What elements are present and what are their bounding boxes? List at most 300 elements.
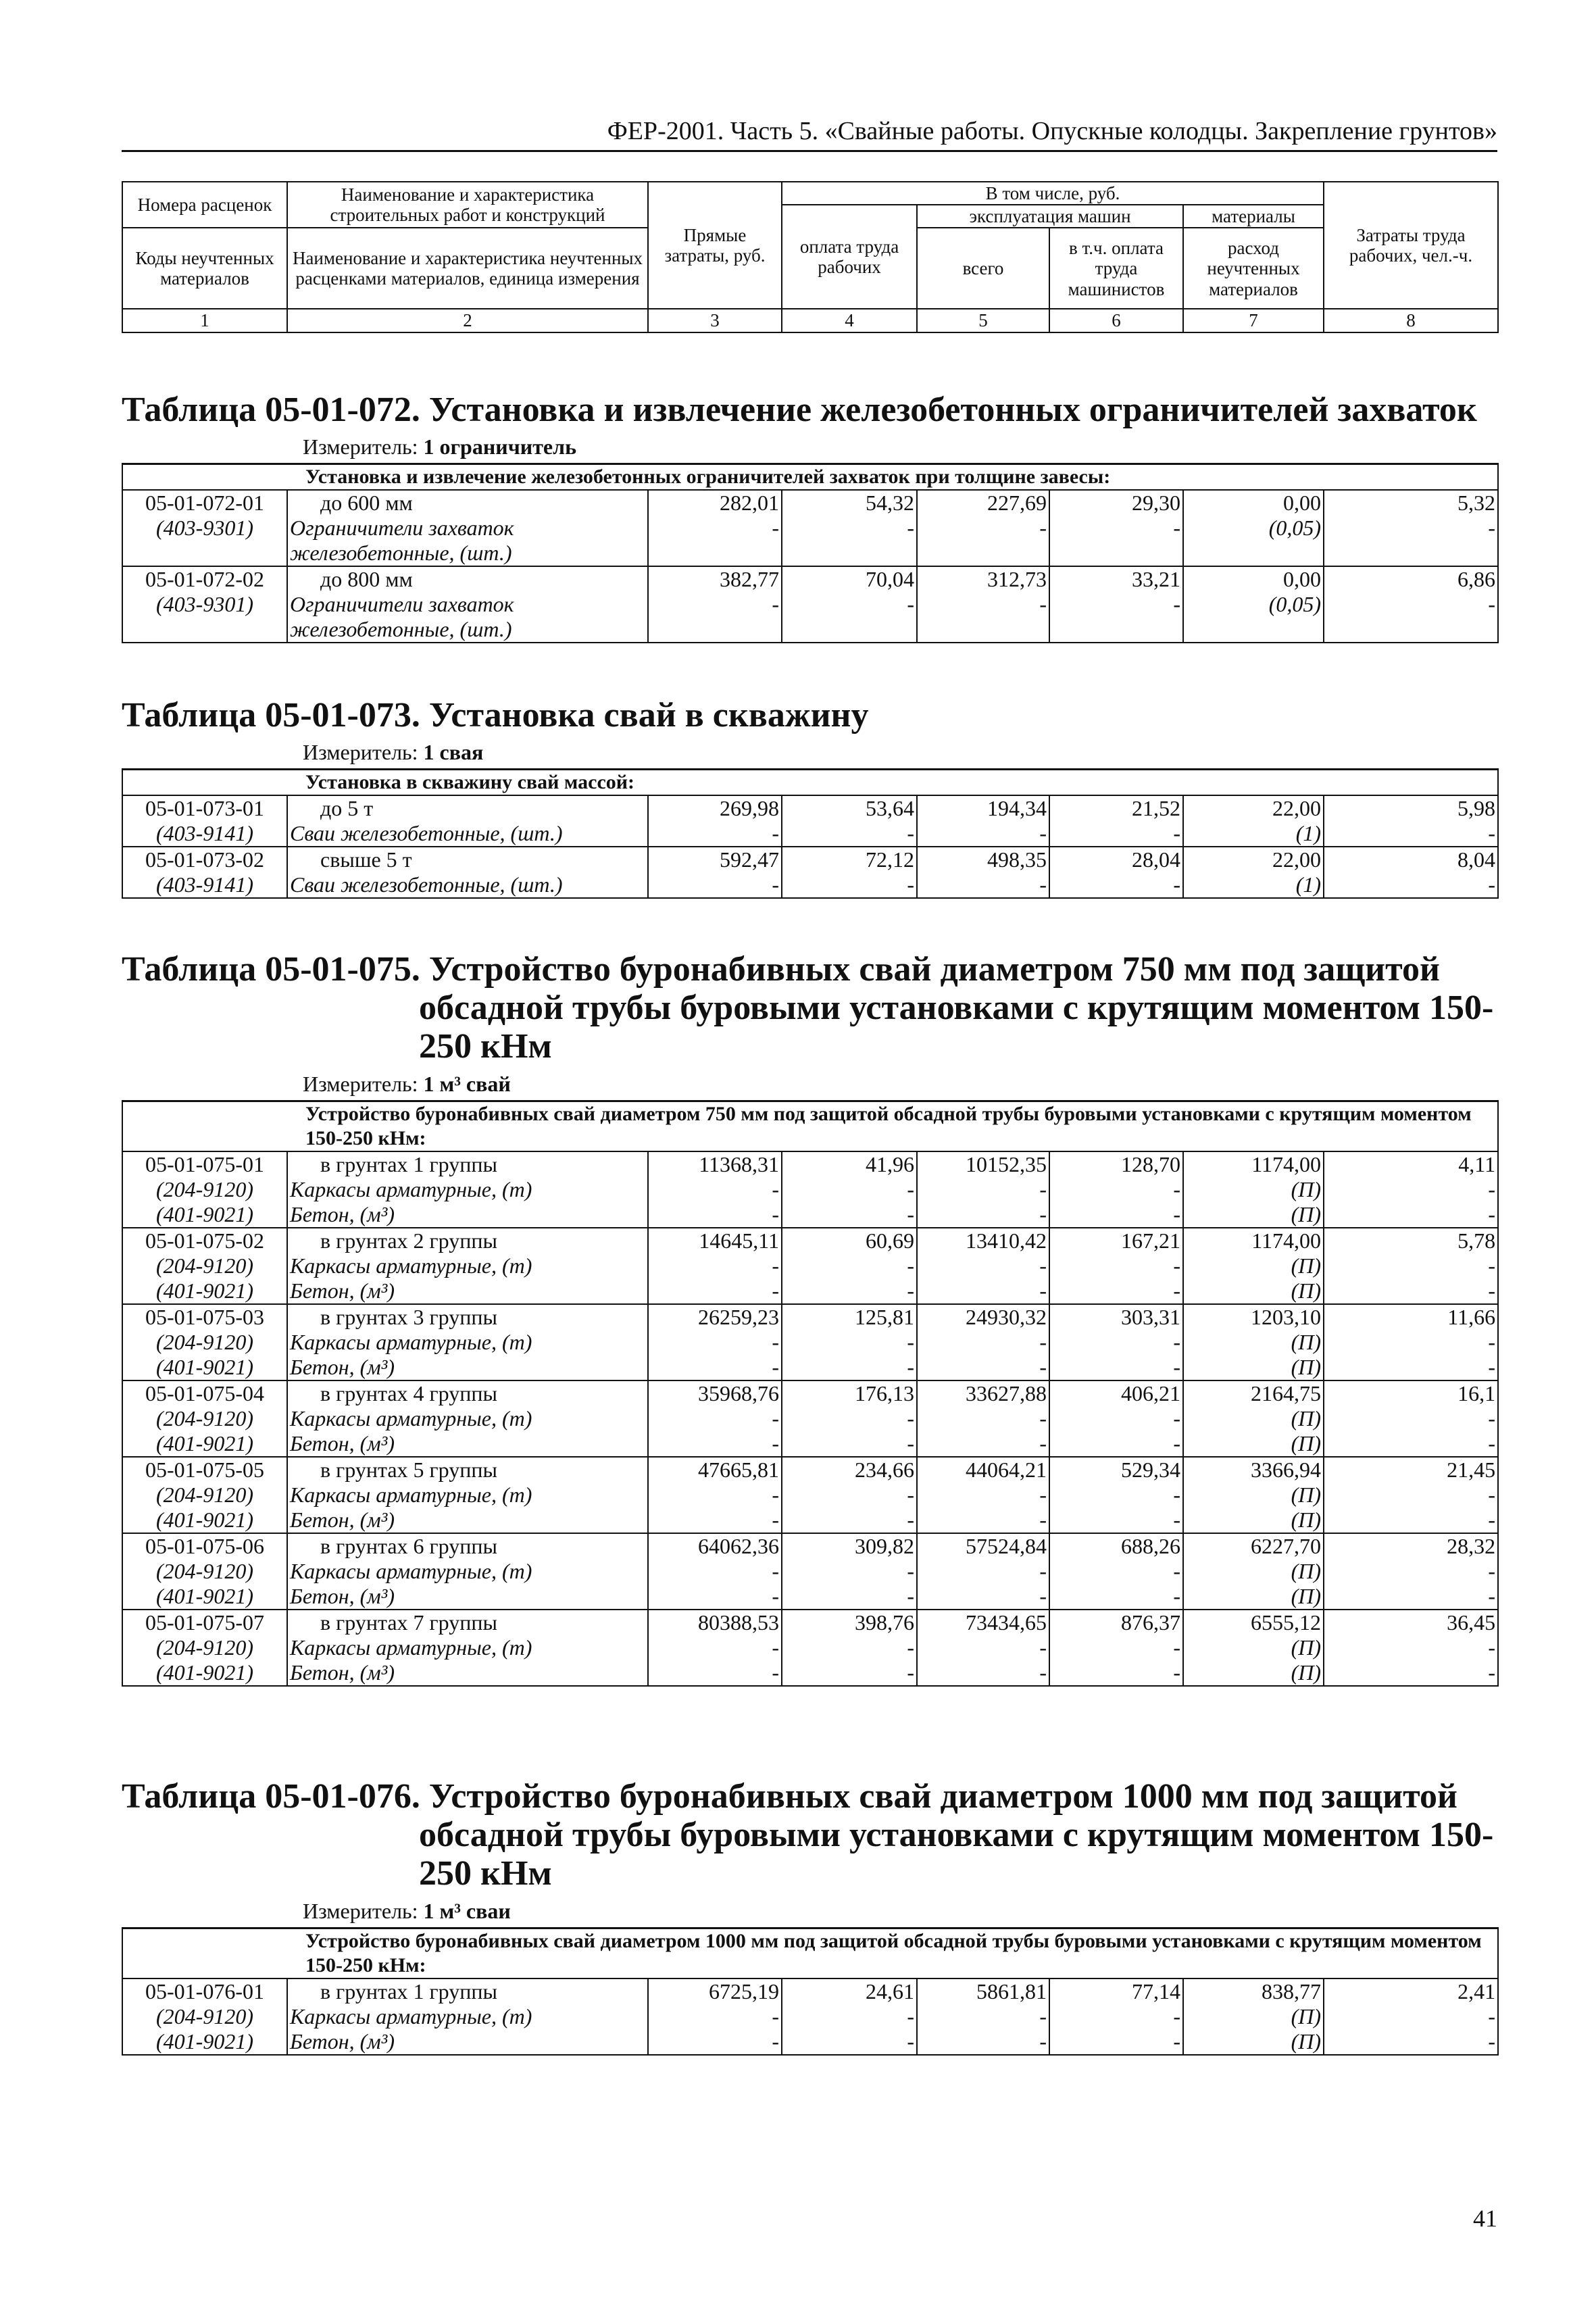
material-row [122,821,1498,847]
cell-materials: 838,77 [1183,1978,1324,2004]
cell-operator-pay: - [1049,1431,1183,1457]
cell-worker-pay: - [782,1431,917,1457]
cell-machine-total: 73434,65 [917,1610,1049,1635]
cell-labor-hours: - [1324,1278,1498,1304]
cell-item-name: Бетон, (м³) [287,1202,648,1228]
cell-labor-hours [1324,617,1498,643]
page-number: 41 [1473,2205,1497,2232]
cell-item-name: Бетон, (м³) [287,1355,648,1380]
subsection-title: Устройство буронабивных свай диаметром 750 мм под защитой обсадной трубы буровыми установками с крутящим моментом 150-250 кНм: [122,1101,1498,1151]
cell-operator-pay: 167,21 [1049,1228,1183,1253]
cell-worker-pay: - [782,1584,917,1610]
cell-machine-total: - [917,1202,1049,1228]
cell-materials: (П) [1183,1177,1324,1202]
cell-materials: (П) [1183,1559,1324,1584]
cell-labor-hours: - [1324,1253,1498,1278]
cell-materials: (П) [1183,2029,1324,2055]
cell-worker-pay: - [782,2004,917,2029]
cell-rate-code: 05-01-073-01 [122,795,287,821]
cell-worker-pay: 54,32 [782,490,917,516]
cell-operator-pay: 33,21 [1049,566,1183,592]
cell-rate-code: (204-9120) [122,2004,287,2029]
subsection-row [122,770,1498,796]
cell-operator-pay [1049,541,1183,566]
subsection-title: Установка и извлечение железобетонных ограничителей захваток при толщине завесы: [122,464,1498,491]
cell-materials: 2164,75 [1183,1380,1324,1406]
cell-direct-costs: - [648,1635,782,1660]
cell-materials: (П) [1183,1584,1324,1610]
cell-machine-total: 10152,35 [917,1151,1049,1177]
cell-direct-costs: - [648,1559,782,1584]
cell-machine-total: - [917,2029,1049,2055]
rates-table [122,768,1499,899]
cell-operator-pay: 21,52 [1049,795,1183,821]
material-row [122,2004,1498,2029]
cell-materials [1183,541,1324,566]
cell-materials: (0,05) [1183,516,1324,541]
cell-materials: (П) [1183,1253,1324,1278]
cell-worker-pay: - [782,2029,917,2055]
section-title: Таблица 05-01-072. Установка и извлечение железобетонных ограничителей захваток [122,391,1477,429]
material-row [122,1177,1498,1202]
cell-operator-pay: - [1049,2029,1183,2055]
cell-labor-hours: 21,45 [1324,1457,1498,1483]
cell-operator-pay: - [1049,1406,1183,1431]
col-number: 1 [122,309,287,332]
cell-item-name: Ограничители захваток [287,516,648,541]
cell-materials: (П) [1183,1483,1324,1508]
cell-direct-costs: 282,01 [648,490,782,516]
cell-rate-code: 05-01-075-02 [122,1228,287,1253]
cell-machine-total: - [917,1330,1049,1355]
cell-rate-code: 05-01-075-06 [122,1533,287,1559]
cell-operator-pay: - [1049,1483,1183,1508]
cell-item-name: в грунтах 7 группы [287,1610,648,1635]
section-meter: Измеритель: 1 м³ сваи [303,1898,511,1923]
cell-direct-costs: - [648,1253,782,1278]
cell-machine-total: - [917,1253,1049,1278]
cell-item-name: Бетон, (м³) [287,2029,648,2055]
section-meter: Измеритель: 1 ограничитель [303,434,576,459]
material-row [122,1508,1498,1533]
cell-direct-costs: 6725,19 [648,1978,782,2004]
cell-item-name: железобетонные, (шт.) [287,541,648,566]
cell-worker-pay [782,541,917,566]
cell-worker-pay: - [782,872,917,898]
material-row [122,1559,1498,1584]
subsection-row [122,464,1498,491]
cell-operator-pay: 28,04 [1049,847,1183,872]
section-05-01-072 [122,391,1497,643]
cell-direct-costs: - [648,1330,782,1355]
material-row [122,1406,1498,1431]
material-row [122,1253,1498,1278]
cell-machine-total: 44064,21 [917,1457,1049,1483]
cell-direct-costs: 35968,76 [648,1380,782,1406]
cell-direct-costs: 80388,53 [648,1610,782,1635]
cell-materials: (П) [1183,2004,1324,2029]
cell-worker-pay: - [782,1483,917,1508]
cell-labor-hours: - [1324,1406,1498,1431]
cell-worker-pay: - [782,821,917,847]
cell-worker-pay: - [782,1202,917,1228]
cell-rate-code: (204-9120) [122,1483,287,1508]
cell-rate-code: (403-9301) [122,516,287,541]
cell-labor-hours [1324,541,1498,566]
cell-machine-total: - [917,516,1049,541]
cell-labor-hours: 2,41 [1324,1978,1498,2004]
cell-direct-costs: - [648,1508,782,1533]
cell-operator-pay: - [1049,1202,1183,1228]
col-material-consumption: расход неучтенных материалов [1183,228,1324,309]
cell-materials: (П) [1183,1508,1324,1533]
rate-row [122,795,1498,821]
cell-worker-pay: 309,82 [782,1533,917,1559]
section-title: Таблица 05-01-073. Установка свай в скважину [122,696,869,735]
col-machine-total: всего [917,228,1049,309]
cell-item-name: Каркасы арматурные, (т) [287,2004,648,2029]
cell-machine-total: - [917,1278,1049,1304]
col-number: 7 [1183,309,1324,332]
cell-rate-code: (204-9120) [122,1559,287,1584]
col-material-name: Наименование и характеристика неучтенных расценками материалов, единица измерения [287,228,648,309]
cell-materials: 0,00 [1183,566,1324,592]
cell-materials: (П) [1183,1635,1324,1660]
cell-direct-costs: 14645,11 [648,1228,782,1253]
subsection-row [122,1928,1498,1978]
cell-operator-pay: - [1049,1635,1183,1660]
cell-materials: 22,00 [1183,795,1324,821]
cell-worker-pay: - [782,1508,917,1533]
cell-labor-hours: - [1324,1355,1498,1380]
cell-worker-pay: 125,81 [782,1304,917,1330]
cell-machine-total: - [917,1584,1049,1610]
cell-worker-pay [782,617,917,643]
material-row [122,617,1498,643]
cell-machine-total [917,617,1049,643]
material-row [122,872,1498,898]
cell-operator-pay: - [1049,872,1183,898]
cell-materials: 1203,10 [1183,1304,1324,1330]
rate-row [122,490,1498,516]
cell-rate-code: 05-01-075-01 [122,1151,287,1177]
cell-item-name: Каркасы арматурные, (т) [287,1559,648,1584]
rate-row [122,1304,1498,1330]
section-meter: Измеритель: 1 м³ свай [303,1071,511,1096]
cell-item-name: Каркасы арматурные, (т) [287,1330,648,1355]
cell-labor-hours: - [1324,1177,1498,1202]
cell-labor-hours: 36,45 [1324,1610,1498,1635]
col-worker-pay: оплата труда рабочих [782,205,917,309]
col-number: 8 [1324,309,1498,332]
cell-operator-pay: - [1049,2004,1183,2029]
cell-rate-code: (401-9021) [122,1278,287,1304]
cell-worker-pay: 70,04 [782,566,917,592]
cell-direct-costs: - [648,821,782,847]
cell-rate-code: (401-9021) [122,1355,287,1380]
cell-labor-hours: - [1324,1431,1498,1457]
cell-rate-code: (403-9141) [122,872,287,898]
rates-table [122,463,1499,643]
rate-row [122,847,1498,872]
cell-worker-pay: 60,69 [782,1228,917,1253]
column-header-table [122,181,1499,333]
cell-rate-code: (401-9021) [122,1202,287,1228]
cell-machine-total: - [917,1431,1049,1457]
cell-operator-pay: 77,14 [1049,1978,1183,2004]
material-row [122,1330,1498,1355]
cell-machine-total: - [917,1355,1049,1380]
cell-materials: (П) [1183,1431,1324,1457]
col-work-name: Наименование и характеристика строительных работ и конструкций [287,182,648,228]
material-row [122,541,1498,566]
material-row [122,1660,1498,1686]
cell-rate-code: (401-9021) [122,1508,287,1533]
cell-worker-pay: - [782,1559,917,1584]
cell-item-name: в грунтах 2 группы [287,1228,648,1253]
cell-labor-hours: 5,32 [1324,490,1498,516]
section-title: Таблица 05-01-075. Устройство буронабивных свай диаметром 750 мм под защитой обсадной трубы буровыми установками с крутящим моментом 150-250 кНм [122,950,1494,1066]
cell-worker-pay: 41,96 [782,1151,917,1177]
cell-materials: 3366,94 [1183,1457,1324,1483]
material-row [122,2029,1498,2055]
cell-machine-total: 33627,88 [917,1380,1049,1406]
column-numbers-row [122,309,1498,332]
cell-rate-code: (204-9120) [122,1635,287,1660]
cell-item-name: в грунтах 1 группы [287,1978,648,2004]
cell-machine-total: - [917,592,1049,617]
cell-machine-total: 498,35 [917,847,1049,872]
cell-direct-costs: 269,98 [648,795,782,821]
cell-operator-pay: - [1049,1330,1183,1355]
col-number: 6 [1049,309,1183,332]
cell-item-name: Каркасы арматурные, (т) [287,1483,648,1508]
cell-machine-total: - [917,1559,1049,1584]
col-number: 5 [917,309,1049,332]
cell-worker-pay: 234,66 [782,1457,917,1483]
material-row [122,1202,1498,1228]
cell-materials: (П) [1183,1278,1324,1304]
col-labor-costs: Затраты труда рабочих, чел.-ч. [1324,182,1498,309]
cell-labor-hours: - [1324,592,1498,617]
cell-labor-hours: - [1324,1635,1498,1660]
cell-materials: (1) [1183,821,1324,847]
col-number: 2 [287,309,648,332]
cell-operator-pay: - [1049,1355,1183,1380]
section-05-01-073 [122,696,1497,899]
cell-materials: 0,00 [1183,490,1324,516]
cell-item-name: Бетон, (м³) [287,1660,648,1686]
cell-rate-code: (204-9120) [122,1177,287,1202]
cell-item-name: Бетон, (м³) [287,1584,648,1610]
rate-row [122,1457,1498,1483]
cell-worker-pay: - [782,1278,917,1304]
cell-direct-costs: - [648,1483,782,1508]
cell-labor-hours: 11,66 [1324,1304,1498,1330]
rate-row [122,566,1498,592]
cell-direct-costs [648,541,782,566]
cell-direct-costs: - [648,1584,782,1610]
col-material-codes: Коды неучтенных материалов [122,228,287,309]
cell-machine-total: - [917,1483,1049,1508]
cell-rate-code: 05-01-075-05 [122,1457,287,1483]
cell-rate-code: 05-01-072-01 [122,490,287,516]
rate-row [122,1610,1498,1635]
cell-operator-pay: - [1049,1559,1183,1584]
cell-item-name: Бетон, (м³) [287,1431,648,1457]
material-row [122,592,1498,617]
section-meter: Измеритель: 1 свая [303,740,484,765]
cell-machine-total: - [917,821,1049,847]
cell-labor-hours: - [1324,1584,1498,1610]
cell-direct-costs: - [648,1406,782,1431]
cell-labor-hours: 5,78 [1324,1228,1498,1253]
cell-materials: (П) [1183,1330,1324,1355]
cell-materials: (П) [1183,1660,1324,1686]
col-materials: материалы [1183,205,1324,228]
cell-rate-code: (401-9021) [122,1660,287,1686]
cell-rate-code: (204-9120) [122,1406,287,1431]
cell-worker-pay: - [782,1177,917,1202]
cell-worker-pay: - [782,592,917,617]
cell-rate-code: 05-01-075-04 [122,1380,287,1406]
cell-item-name: железобетонные, (шт.) [287,617,648,643]
cell-rate-code: 05-01-075-07 [122,1610,287,1635]
cell-rate-code [122,541,287,566]
cell-direct-costs [648,617,782,643]
cell-item-name: Каркасы арматурные, (т) [287,1406,648,1431]
cell-machine-total: 227,69 [917,490,1049,516]
cell-operator-pay: - [1049,1584,1183,1610]
section-05-01-076 [122,1777,1497,2056]
cell-operator-pay: - [1049,1177,1183,1202]
cell-labor-hours: - [1324,872,1498,898]
cell-worker-pay: 53,64 [782,795,917,821]
cell-labor-hours: - [1324,1660,1498,1686]
cell-rate-code: (403-9301) [122,592,287,617]
rate-row [122,1533,1498,1559]
subsection-title: Установка в скважину свай массой: [122,770,1498,796]
cell-labor-hours: - [1324,2004,1498,2029]
cell-direct-costs: 64062,36 [648,1533,782,1559]
section-title: Таблица 05-01-076. Устройство буронабивных свай диаметром 1000 мм под защитой обсадной трубы буровыми установками с крутящим моментом 150-250 кНм [122,1777,1494,1893]
cell-direct-costs: - [648,1202,782,1228]
cell-labor-hours: 16,1 [1324,1380,1498,1406]
cell-direct-costs: - [648,2004,782,2029]
cell-item-name: в грунтах 3 группы [287,1304,648,1330]
cell-machine-total: 57524,84 [917,1533,1049,1559]
cell-item-name: свыше 5 т [287,847,648,872]
cell-item-name: Ограничители захваток [287,592,648,617]
rate-row [122,1151,1498,1177]
col-operator-pay: в т.ч. оплата труда машинистов [1049,228,1183,309]
cell-operator-pay: - [1049,1660,1183,1686]
cell-labor-hours: 28,32 [1324,1533,1498,1559]
cell-labor-hours: - [1324,1202,1498,1228]
cell-labor-hours: 6,86 [1324,566,1498,592]
cell-direct-costs: - [648,1660,782,1686]
cell-item-name: Бетон, (м³) [287,1278,648,1304]
cell-machine-total: - [917,1508,1049,1533]
section-05-01-075 [122,950,1497,1687]
cell-machine-total: - [917,872,1049,898]
cell-operator-pay: - [1049,1278,1183,1304]
cell-materials: 22,00 [1183,847,1324,872]
cell-labor-hours: - [1324,821,1498,847]
cell-machine-total: 312,73 [917,566,1049,592]
cell-direct-costs: - [648,1278,782,1304]
cell-labor-hours: - [1324,516,1498,541]
cell-operator-pay: 406,21 [1049,1380,1183,1406]
col-group-including: В том числе, руб. [782,182,1324,205]
cell-labor-hours: 4,11 [1324,1151,1498,1177]
col-machine-operation: эксплуатация машин [917,205,1183,228]
cell-operator-pay: 303,31 [1049,1304,1183,1330]
rates-table [122,1100,1499,1687]
cell-machine-total: 5861,81 [917,1978,1049,2004]
cell-rate-code: (204-9120) [122,1330,287,1355]
cell-item-name: в грунтах 1 группы [287,1151,648,1177]
page-header: ФЕР-2001. Часть 5. «Свайные работы. Опускные колодцы. Закрепление грунтов» [122,116,1497,152]
cell-materials: 1174,00 [1183,1151,1324,1177]
cell-rate-code: 05-01-075-03 [122,1304,287,1330]
cell-direct-costs: - [648,872,782,898]
cell-worker-pay: 398,76 [782,1610,917,1635]
cell-rate-code: (401-9021) [122,1431,287,1457]
cell-worker-pay: - [782,1253,917,1278]
cell-operator-pay: - [1049,516,1183,541]
cell-machine-total: - [917,1660,1049,1686]
cell-item-name: Каркасы арматурные, (т) [287,1177,648,1202]
cell-worker-pay: - [782,1660,917,1686]
cell-labor-hours: 8,04 [1324,847,1498,872]
cell-machine-total: 194,34 [917,795,1049,821]
cell-operator-pay: 29,30 [1049,490,1183,516]
cell-item-name: до 800 мм [287,566,648,592]
cell-worker-pay: 24,61 [782,1978,917,2004]
cell-direct-costs: 11368,31 [648,1151,782,1177]
cell-rate-code: (403-9141) [122,821,287,847]
rates-table [122,1927,1499,2056]
cell-materials: (0,05) [1183,592,1324,617]
cell-worker-pay: - [782,1406,917,1431]
cell-rate-code: (401-9021) [122,2029,287,2055]
cell-machine-total: 13410,42 [917,1228,1049,1253]
cell-rate-code [122,617,287,643]
cell-materials [1183,617,1324,643]
cell-direct-costs: 26259,23 [648,1304,782,1330]
cell-materials: (1) [1183,872,1324,898]
cell-worker-pay: 176,13 [782,1380,917,1406]
cell-machine-total: - [917,2004,1049,2029]
cell-operator-pay: - [1049,821,1183,847]
cell-item-name: в грунтах 5 группы [287,1457,648,1483]
cell-rate-code: 05-01-076-01 [122,1978,287,2004]
col-number: 4 [782,309,917,332]
cell-operator-pay: - [1049,592,1183,617]
cell-labor-hours: - [1324,1483,1498,1508]
cell-materials: (П) [1183,1202,1324,1228]
cell-direct-costs: - [648,1431,782,1457]
subsection-title: Устройство буронабивных свай диаметром 1000 мм под защитой обсадной трубы буровыми установками с крутящим моментом 150-250 кНм: [122,1928,1498,1978]
cell-item-name: Каркасы арматурные, (т) [287,1635,648,1660]
cell-labor-hours: 5,98 [1324,795,1498,821]
material-row [122,1355,1498,1380]
cell-machine-total: - [917,1635,1049,1660]
cell-operator-pay: - [1049,1508,1183,1533]
material-row [122,1278,1498,1304]
cell-item-name: до 600 мм [287,490,648,516]
